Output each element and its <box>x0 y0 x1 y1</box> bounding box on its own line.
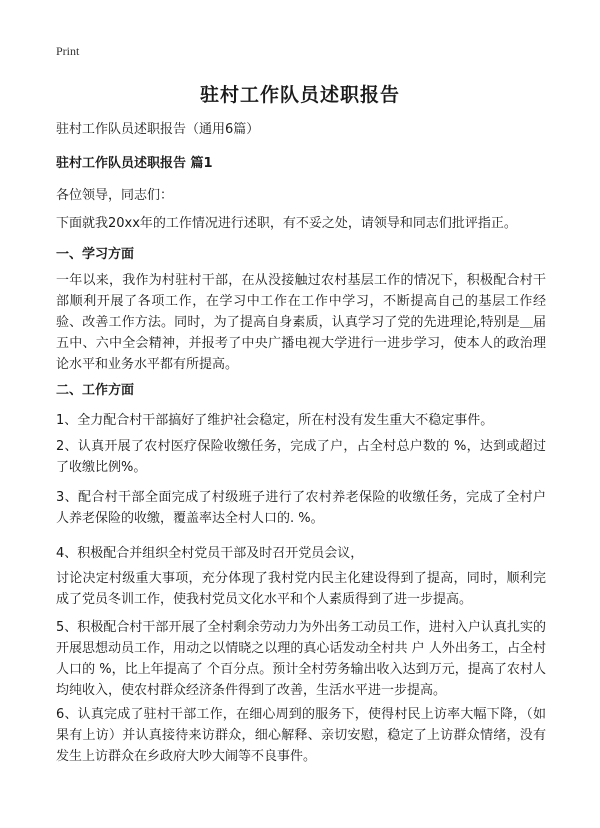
intro-paragraph: 下面就我20xx年的工作情况进行述职，有不妥之处，请领导和同志们批评指正。 <box>56 216 517 231</box>
work-item-3: 3、配合村干部全面完成了村级班子进行了农村养老保险的收缴任务，完成了全村户 人养老保险的收缴，覆盖率达全村人口的. %。 <box>56 490 546 526</box>
work-item-4-continued: 讨论决定村级重大事项，充分体现了我村党内民主化建设得到了提高，同时，顺利完成了党员冬训工作，使我村党员文化水平和个人素质得到了进一步提高。 <box>56 571 546 607</box>
section-study-body: 一年以来，我作为村驻村干部，在从没接触过农村基层工作的情况下，积极配合村干部顺利开展了各项工作，在学习中工作在工作中学习，不断提高自己的基层工作经验、改善工作方法。同时，为了提高自身素质，认真学习了党的先进理论,特别是＿届五中、六中全会精神，并报考了中央广播电视大学进行一进步学习，使本人的政治理论水平和业务水平都有所提高。 <box>56 273 546 372</box>
document-subtitle: 驻村工作队员述职报告（通用6篇） <box>56 122 260 137</box>
article-title: 驻村工作队员述职报告 篇1 <box>56 156 213 171</box>
work-item-5: 5、积极配合村干部开展了全村剩余劳动力为外出务工动员工作，进村入户认真扎实的开展思想动员工作，用动之以情晓之以理的真心话发动全村共 户 人外出务工，占全村人口的 %，比上年提高了 个百分点。预计全村劳务输出收入达到万元，提高了农村人均纯收入，使农村群众经济条件得到了改善，生活水平进一步提高。 <box>56 620 546 698</box>
section-work-title: 二、工作方面 <box>56 383 135 398</box>
work-item-1: 1、全力配合村干部搞好了维护社会稳定，所在村没有发生重大不稳定事件。 <box>56 413 494 428</box>
work-item-6: 6、认真完成了驻村干部工作，在细心周到的服务下，使得村民上访率大幅下降，（如果有上访）并认真接待来访群众，细心解释、亲切安慰，稳定了上访群众情绪，没有发生上访群众在乡政府大吵大闹等不良事件。 <box>56 707 546 764</box>
document-title: 驻村工作队员述职报告 <box>199 84 400 106</box>
print-label: Print <box>56 44 80 58</box>
section-study-title: 一、学习方面 <box>56 247 135 262</box>
work-item-4: 4、积极配合并组织全村党员干部及时召开党员会议， <box>56 546 364 561</box>
greeting: 各位领导，同志们： <box>56 188 174 203</box>
work-item-2: 2、认真开展了农村医疗保险收缴任务，完成了户，占全村总户数的 %，达到或超过了收缴比例%。 <box>56 439 546 475</box>
